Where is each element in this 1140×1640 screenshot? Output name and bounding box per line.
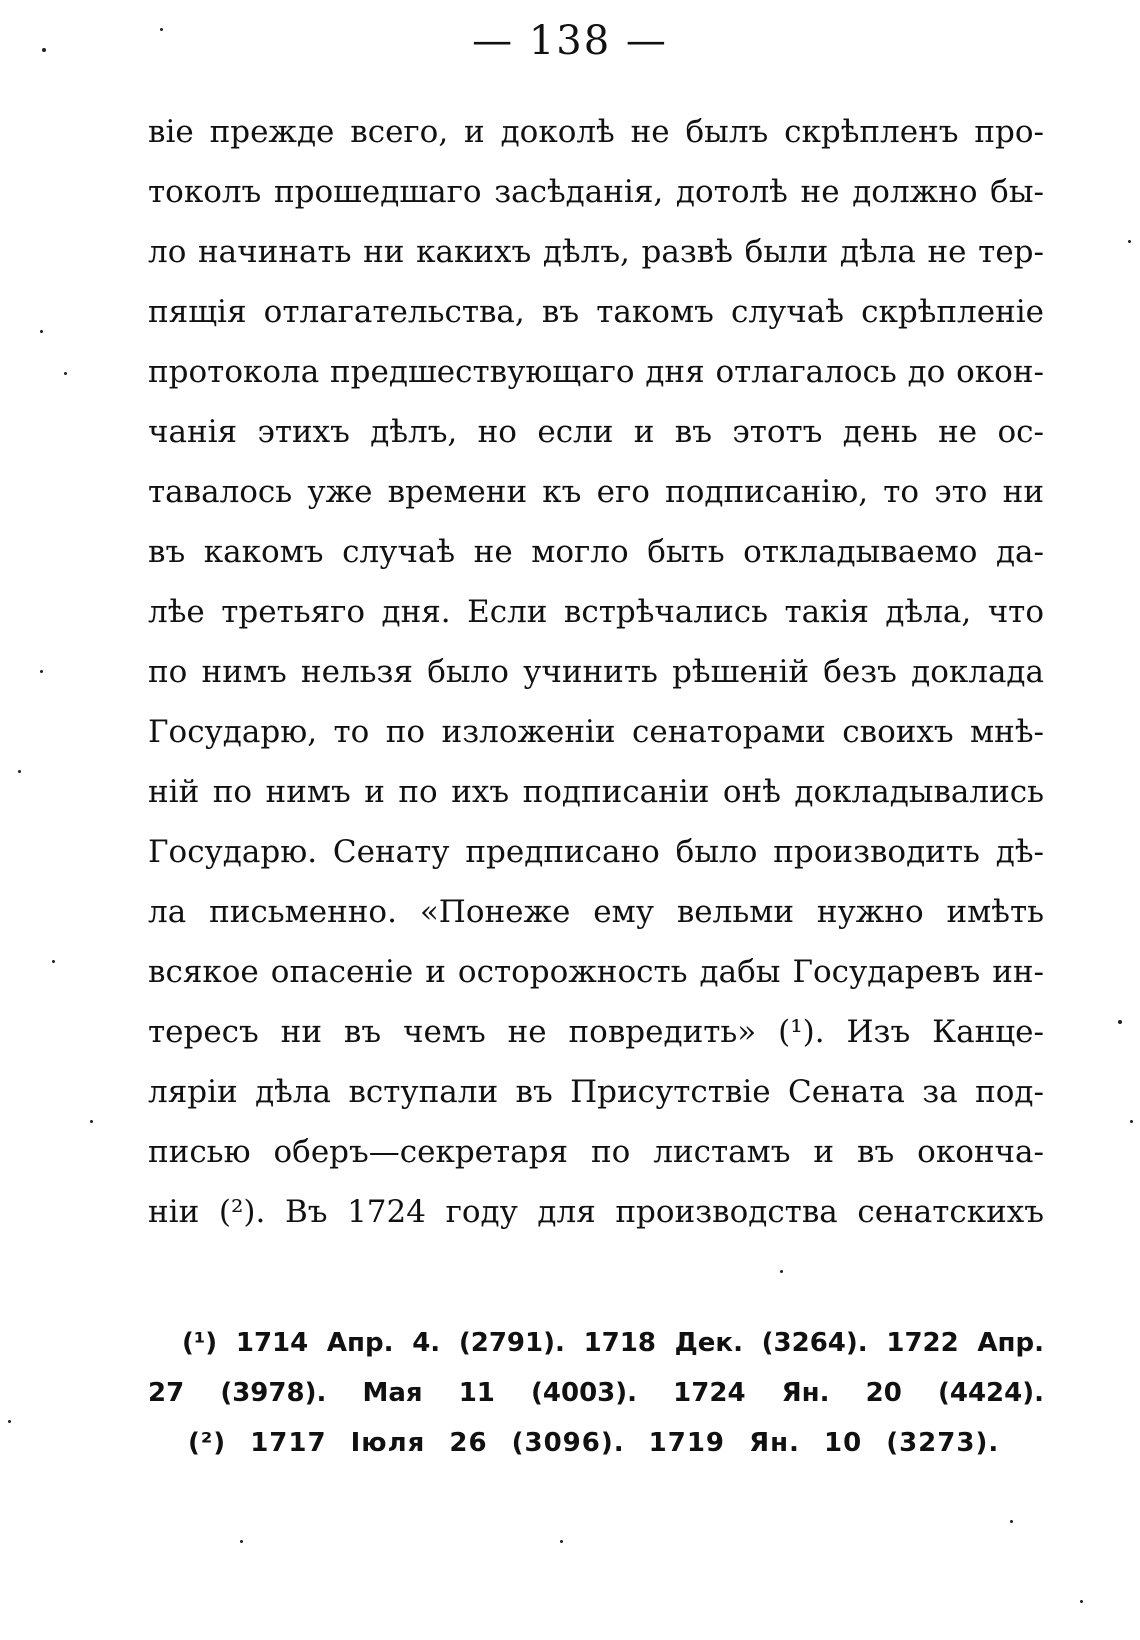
text-line-3: ло начинать ни какихъ дѣлъ, развѣ были дѣла не тер- <box>148 234 1044 270</box>
text-line-10: по нимъ нельзя было учинить рѣшеній безъ доклада <box>148 654 1044 690</box>
scan-speck <box>780 1270 783 1273</box>
body-text <box>148 102 1044 1242</box>
scan-speck <box>42 48 46 52</box>
text-line-7: тавалось уже времени къ его подписанію, то это ни <box>148 474 1044 510</box>
scan-speck <box>240 1540 243 1543</box>
text-line-5: протокола предшествующаго дня отлагалось до окон- <box>148 354 1044 390</box>
scan-speck <box>160 28 163 31</box>
scan-speck <box>560 1540 563 1543</box>
text-line-2: токолъ прошедшаго засѣданія, дотолѣ не должно бы- <box>148 174 1044 210</box>
scan-speck <box>52 960 55 963</box>
scan-speck <box>1130 1120 1133 1123</box>
scan-speck <box>8 1420 11 1423</box>
scan-speck <box>1118 1020 1122 1024</box>
text-line-1: віе прежде всего, и доколѣ не былъ скрѣпленъ про- <box>148 114 1044 150</box>
text-line-12: ній по нимъ и по ихъ подписаніи онѣ докладывались <box>148 774 1044 810</box>
text-line-18: писью оберъ—секретаря по листамъ и въ оконча- <box>148 1134 1044 1170</box>
scan-speck <box>40 670 43 673</box>
footnote-1-line-1: (¹) 1714 Апр. 4. (2791). 1718 Дек. (3264). 1722 Апр. <box>182 1328 1044 1358</box>
scan-speck <box>1080 1600 1083 1603</box>
scan-speck <box>40 330 43 333</box>
text-line-16: тересъ ни въ чемъ не повредить» (¹). Изъ Канце- <box>148 1014 1044 1050</box>
scan-speck <box>1128 240 1131 243</box>
footnotes <box>148 1318 1044 1468</box>
scan-speck <box>1010 1520 1013 1523</box>
text-line-15: всякое опасеніе и осторожность дабы Государевъ ин- <box>148 954 1044 990</box>
text-line-17: ляріи дѣла вступали въ Присутствіе Сената за под- <box>148 1074 1044 1110</box>
text-line-13: Государю. Сенату предписано было производить дѣ- <box>148 834 1044 870</box>
scan-speck <box>18 770 21 773</box>
text-line-14: ла письменно. «Понеже ему вельми нужно имѣть <box>148 894 1044 930</box>
scan-speck <box>64 372 67 375</box>
text-line-4: пящія отлагательства, въ такомъ случаѣ скрѣпленіе <box>148 294 1044 330</box>
footnote-1-line-2: 27 (3978). Мая 11 (4003). 1724 Ян. 20 (4424). <box>148 1378 1044 1408</box>
page-number: — 138 — <box>472 18 668 64</box>
text-line-8: въ какомъ случаѣ не могло быть откладываемо да- <box>148 534 1044 570</box>
footnote-2: (²) 1717 Іюля 26 (3096). 1719 Ян. 10 (3273). <box>188 1428 1000 1458</box>
text-line-9: лѣе третьяго дня. Если встрѣчались такія дѣла, что <box>148 594 1044 630</box>
text-line-11: Государю, то по изложеніи сенаторами своихъ мнѣ- <box>148 714 1044 750</box>
scan-speck <box>90 1120 93 1123</box>
text-line-6: чанія этихъ дѣлъ, но если и въ этотъ день не ос- <box>148 414 1044 450</box>
text-line-19: ніи (²). Въ 1724 году для производства сенатскихъ <box>148 1194 1044 1230</box>
